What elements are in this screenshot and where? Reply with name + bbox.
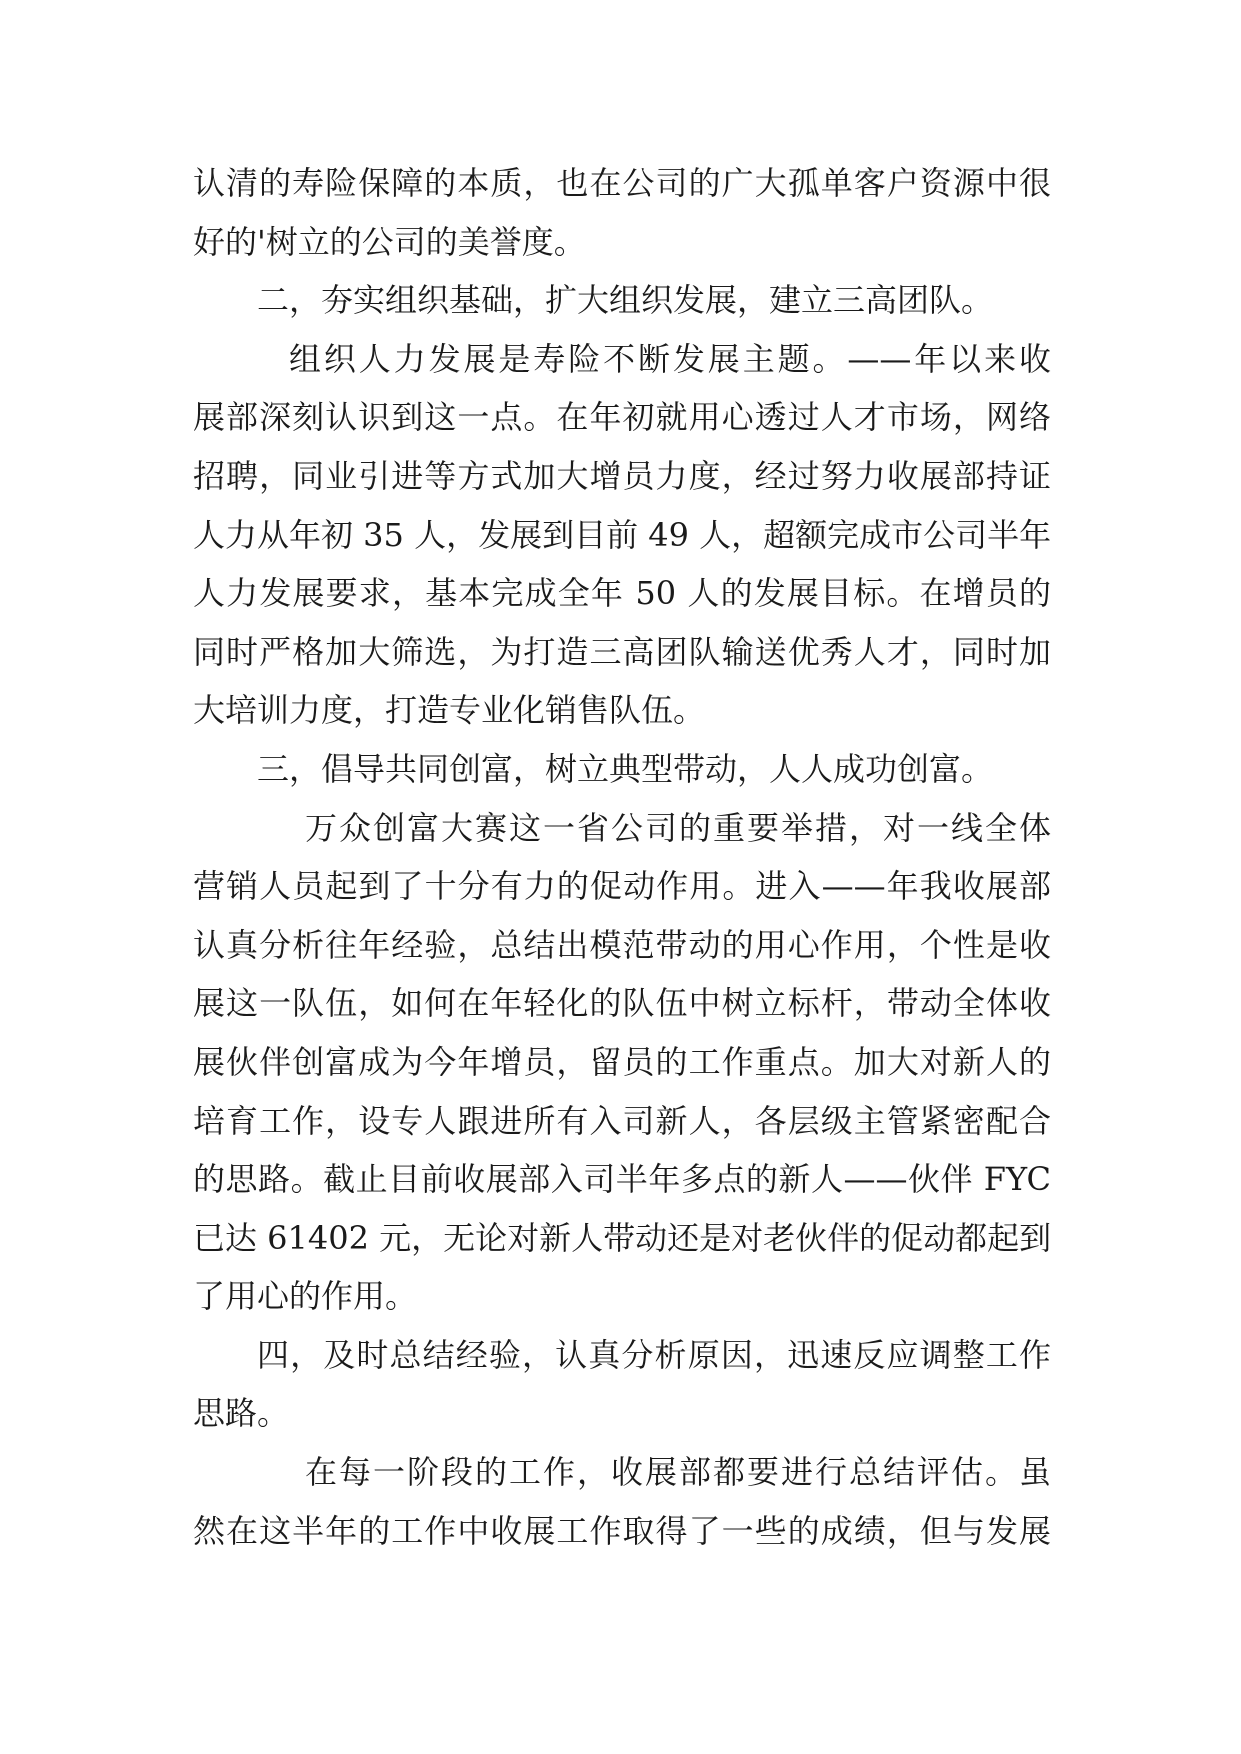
text-line: 在每一阶段的工作，收展部都要进行总结评估。虽 <box>305 1453 1051 1492</box>
text-line: 展这一队伍，如何在年轻化的队伍中树立标杆，带动全体收 <box>193 984 1051 1023</box>
section-heading: 四，及时总结经验，认真分析原因，迅速反应调整工作 <box>257 1335 1051 1374</box>
text-line: 了用心的作用。 <box>193 1277 418 1316</box>
text-line: 展伙伴创富成为今年增员，留员的工作重点。加大对新人的 <box>193 1042 1051 1081</box>
text-line: 同时严格加大筛选，为打造三高团队输送优秀人才，同时加 <box>193 632 1051 671</box>
section-heading: 三，倡导共同创富，树立典型带动，人人成功创富。 <box>257 749 994 788</box>
document-body <box>193 154 1051 1560</box>
text-line: 营销人员起到了十分有力的促动作用。进入——年我收展部 <box>193 867 1051 906</box>
text-line: 认清的寿险保障的本质，也在公司的广大孤单客户资源中很 <box>193 164 1051 202</box>
text-line: 组织人力发展是寿险不断发展主题。——年以来收 <box>289 339 1051 378</box>
text-line: 培育工作，设专人跟进所有入司新人，各层级主管紧密配合 <box>193 1101 1051 1140</box>
text-line: 招聘，同业引进等方式加大增员力度，经过努力收展部持证 <box>193 456 1051 495</box>
text-line: 展部深刻认识到这一点。在年初就用心透过人才市场，网络 <box>193 398 1051 437</box>
text-line: 的思路。截止目前收展部入司半年多点的新人——伙伴 FYC <box>193 1160 1051 1199</box>
text-line: 人力从年初 35 人，发展到目前 49 人，超额完成市公司半年 <box>193 515 1051 554</box>
text-line: 认真分析往年经验，总结出模范带动的用心作用，个性是收 <box>193 925 1051 964</box>
section-heading: 二，夯实组织基础，扩大组织发展，建立三高团队。 <box>257 281 994 320</box>
text-line: 万众创富大赛这一省公司的重要举措，对一线全体 <box>305 808 1051 847</box>
text-line: 人力发展要求，基本完成全年 50 人的发展目标。在增员的 <box>193 574 1051 613</box>
text-line: 好的'树立的公司的美誉度。 <box>193 222 586 261</box>
text-line: 已达 61402 元，无论对新人带动还是对老伙伴的促动都起到 <box>193 1218 1051 1257</box>
text-line: 思路。 <box>193 1394 290 1433</box>
text-line: 大培训力度，打造专业化销售队伍。 <box>193 691 706 730</box>
text-line: 然在这半年的工作中收展工作取得了一些的成绩，但与发展 <box>193 1511 1051 1550</box>
